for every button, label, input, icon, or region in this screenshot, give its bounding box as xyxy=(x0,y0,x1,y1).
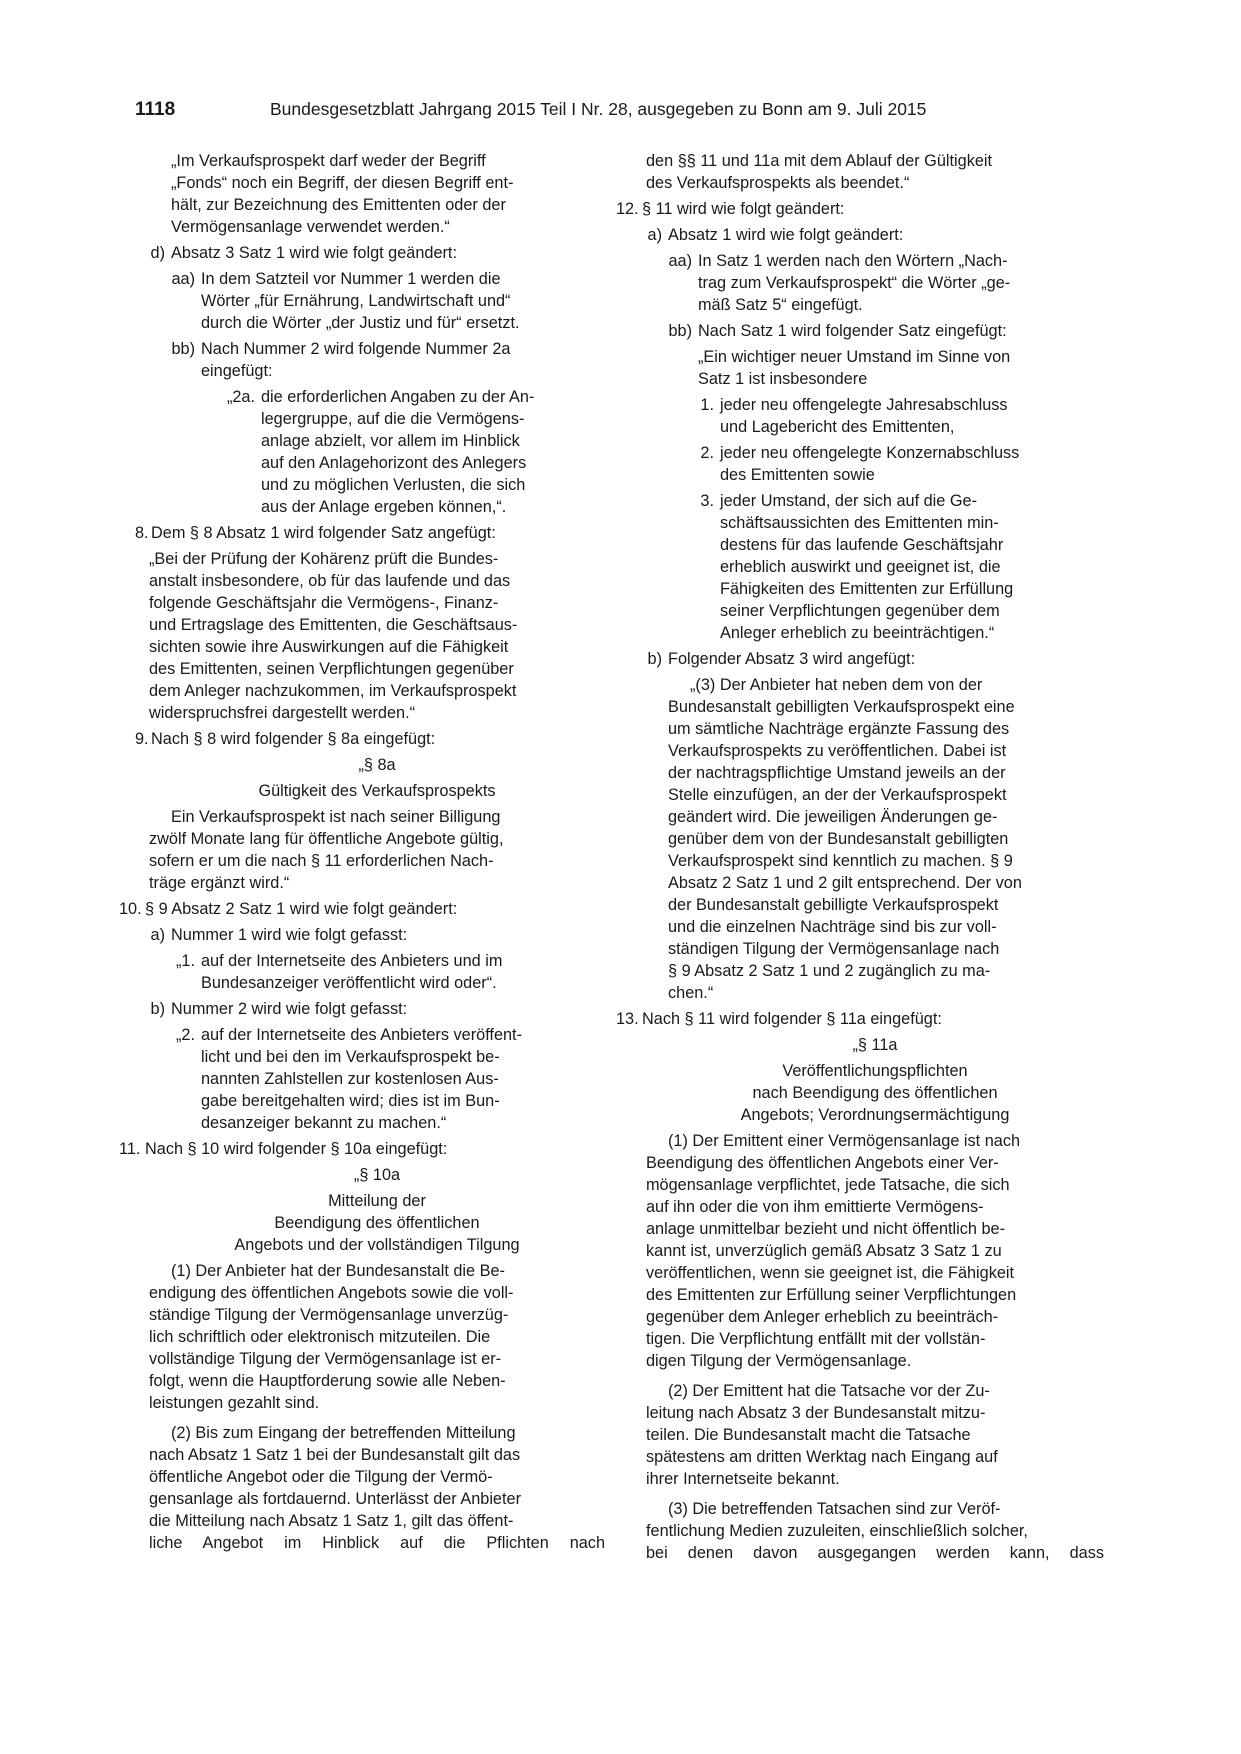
item-text: § 11 wird wie folgt geändert: xyxy=(642,200,845,218)
text-line: ständigen Tilgung der Vermögensanlage nach xyxy=(668,940,1000,958)
text-line: jeder neu offengelegte Jahresabschluss xyxy=(720,396,1008,414)
text-line: öffentliche Angebot oder die Tilgung der Vermö- xyxy=(149,1468,493,1486)
text-line: teilen. Die Bundesanstalt macht die Tatsache xyxy=(646,1426,971,1444)
text-line: leistungen gezahlt sind. xyxy=(149,1394,320,1412)
text-line: In Satz 1 werden nach den Wörtern „Nach- xyxy=(698,252,1008,270)
text-line: spätestens am dritten Werktag nach Eingang auf xyxy=(646,1448,998,1466)
item-text: Nach Satz 1 wird folgender Satz eingefügt: xyxy=(698,322,1007,340)
list-item-n2 xyxy=(698,442,1104,486)
item-label: 10. xyxy=(119,900,142,918)
text-line: auf den Anlagehorizont des Anlegers xyxy=(261,454,527,472)
text-line: legergruppe, auf die die Vermögens- xyxy=(261,410,525,428)
text-line: digen Tilgung der Vermögensanlage. xyxy=(646,1352,912,1370)
text-line: sichten sowie ihre Auswirkungen auf die Fähigkeit xyxy=(149,638,509,656)
text-line: „Fonds“ noch ein Begriff, der diesen Begriff ent- xyxy=(171,174,514,192)
text-line: Bundesanstalt gebilligten Verkaufsprospekt eine xyxy=(668,698,1015,716)
text-line: den §§ 11 und 11a mit dem Ablauf der Gültigkeit xyxy=(646,152,993,170)
item-text: Absatz 3 Satz 1 wird wie folgt geändert: xyxy=(171,244,457,262)
text-line: des Verkaufsprospekts als beendet.“ xyxy=(646,174,910,192)
text-line: gabe bereitgehalten wird; dies ist im Bun- xyxy=(201,1092,500,1110)
list-item-aa xyxy=(668,250,1104,316)
page-header xyxy=(135,99,1115,129)
section-title: nach Beendigung des öffentlichen xyxy=(752,1084,998,1102)
text-line: desanzeiger bekannt zu machen.“ xyxy=(201,1114,447,1132)
text-line: Anleger erheblich zu beeinträchtigen.“ xyxy=(720,624,995,642)
item-label: „2a. xyxy=(226,388,255,406)
text-line: ihrer Internetseite bekannt. xyxy=(646,1470,840,1488)
text-line: des Emittenten sowie xyxy=(720,466,875,484)
text-line: anstalt insbesondere, ob für das laufende und das xyxy=(149,572,511,590)
text-line: und die einzelnen Nachträge sind bis zur voll- xyxy=(668,918,997,936)
text-line: liche Angebot im Hinblick auf die Pflichten nach xyxy=(149,1534,605,1552)
text-line: fentlichung Medien zuzuleiten, einschließlich solcher, xyxy=(646,1522,1028,1540)
section-title: Veröffentlichungspflichten xyxy=(782,1062,968,1080)
text-line: gegenüber dem Anleger erheblich zu beeinträch- xyxy=(646,1308,999,1326)
text-line: jeder Umstand, der sich auf die Ge- xyxy=(720,492,978,510)
text-line: widerspruchsfrei dargestellt werden.“ xyxy=(149,704,416,722)
text-line: „(3) Der Anbieter hat neben dem von der xyxy=(690,676,983,694)
text-line: und zu möglichen Verlusten, die sich xyxy=(261,476,526,494)
text-line: genüber dem von der Bundesanstalt gebilligten xyxy=(668,830,1009,848)
item-label: 9. xyxy=(135,730,149,748)
text-line: licht und bei den im Verkaufsprospekt be- xyxy=(201,1048,500,1066)
text-line: (2) Bis zum Eingang der betreffenden Mitteilung xyxy=(171,1424,516,1442)
text-line: aus der Anlage ergeben können,“. xyxy=(261,498,507,516)
item-label: 12. xyxy=(616,200,639,218)
text-line: Wörter „für Ernährung, Landwirtschaft und“ xyxy=(201,292,511,310)
item-label: „1. xyxy=(175,952,195,970)
text-line: sofern er um die nach § 11 erforderlichen Nach- xyxy=(149,852,494,870)
text-line: anlage abzielt, vor allem im Hinblick xyxy=(261,432,520,450)
text-line: folgt, wenn die Hauptforderung sowie alle Neben- xyxy=(149,1372,506,1390)
list-item-8 xyxy=(135,522,605,544)
text-line: In dem Satzteil vor Nummer 1 werden die xyxy=(201,270,501,288)
text-line: trag zum Verkaufsprospekt“ die Wörter „ge- xyxy=(698,274,1011,292)
text-line: der Bundesanstalt gebilligte Verkaufsprospekt xyxy=(668,896,999,914)
item-label: 2. xyxy=(700,444,714,462)
item-text: Absatz 1 wird wie folgt geändert: xyxy=(668,226,904,244)
section-title: Mitteilung der xyxy=(328,1192,426,1210)
text-line: Verkaufsprospekts zu veröffentlichen. Dabei ist xyxy=(668,742,1007,760)
item-text: Nummer 2 wird wie folgt gefasst: xyxy=(171,1000,408,1018)
text-line: „Ein wichtiger neuer Umstand im Sinne von xyxy=(698,348,1011,366)
section-heading: „§ 10a xyxy=(353,1166,401,1184)
fonds-quote xyxy=(171,150,605,238)
list-item-bb xyxy=(668,320,1104,342)
right-column xyxy=(616,150,1104,1564)
text-line: jeder neu offengelegte Konzernabschluss xyxy=(720,444,1020,462)
text-line: schäftsaussichten des Emittenten min- xyxy=(720,514,999,532)
text-line: veröffentlichen, wenn sie geeignet ist, die Fähigkeit xyxy=(646,1264,1015,1282)
list-item-11 xyxy=(119,1138,605,1160)
text-line: tigen. Die Verpflichtung entfällt mit der vollstän- xyxy=(646,1330,986,1348)
text-line: und Lagebericht des Emittenten, xyxy=(720,418,955,436)
section-heading: „§ 8a xyxy=(358,756,396,774)
item-label: 13. xyxy=(616,1010,639,1028)
text-line: und Ertragslage des Emittenten, die Geschäftsaus- xyxy=(149,616,518,634)
list-item-12a xyxy=(644,224,1104,246)
item-text: Dem § 8 Absatz 1 wird folgender Satz angefügt: xyxy=(151,524,496,542)
text-line: Satz 1 ist insbesondere xyxy=(698,370,868,388)
text-line: Vermögensanlage verwendet werden.“ xyxy=(171,218,450,236)
list-item-10a xyxy=(147,924,605,946)
text-line: seiner Verpflichtungen gegenüber dem xyxy=(720,602,1000,620)
text-line: auf der Internetseite des Anbieters und im xyxy=(201,952,503,970)
list-item-n1 xyxy=(171,950,605,994)
text-line: Nach Nummer 2 wird folgende Nummer 2a xyxy=(201,340,511,358)
section-11a xyxy=(646,1034,1104,1564)
item-text: § 9 Absatz 2 Satz 1 wird wie folgt geändert: xyxy=(145,900,458,918)
item-label: b) xyxy=(647,650,662,668)
text-line: anlage unmittelbar bezieht und nicht öffentlich be- xyxy=(646,1220,1006,1238)
list-item-12b xyxy=(644,648,1104,670)
list-item-bb xyxy=(171,338,605,382)
text-line: geändert wird. Die jeweiligen Änderungen ge- xyxy=(668,808,998,826)
text-line: erheblich auswirkt und geeignet ist, die xyxy=(720,558,1001,576)
text-line: hält, zur Bezeichnung des Emittenten oder der xyxy=(171,196,506,214)
item-label: „2. xyxy=(175,1026,195,1044)
text-line: (2) Der Emittent hat die Tatsache vor der Zu- xyxy=(668,1382,990,1400)
text-line: chen.“ xyxy=(668,984,714,1002)
text-line: Ein Verkaufsprospekt ist nach seiner Billigung xyxy=(171,808,501,826)
item-label: a) xyxy=(150,926,165,944)
text-line: eingefügt: xyxy=(201,362,273,380)
quote-intro xyxy=(698,346,1104,390)
section-title: Gültigkeit des Verkaufsprospekts xyxy=(258,782,496,800)
text-line: Stelle einzufügen, an der der Verkaufsprospekt xyxy=(668,786,1007,804)
section-title: Angebots und der vollständigen Tilgung xyxy=(234,1236,520,1254)
text-line: auf ihn oder die von ihm emittierte Vermögens- xyxy=(646,1198,984,1216)
section-title: Angebots; Verordnungsermächtigung xyxy=(740,1106,1010,1124)
item-label: 1. xyxy=(700,396,714,414)
header-title: Bundesgesetzblatt Jahrgang 2015 Teil I Nr. 28, ausgegeben zu Bonn am 9. Juli 2015 xyxy=(270,99,927,119)
list-item-13 xyxy=(616,1008,1104,1030)
item-label: 8. xyxy=(135,524,149,542)
item-label: bb) xyxy=(171,340,195,358)
text-line: nannten Zahlstellen zur kostenlosen Aus- xyxy=(201,1070,499,1088)
text-line: kannt ist, unverzüglich gemäß Absatz 3 Satz 1 zu xyxy=(646,1242,1002,1260)
text-line: des Emittenten zur Erfüllung seiner Verpflichtungen xyxy=(646,1286,1017,1304)
text-line: mögensanlage verpflichtet, jede Tatsache, die sich xyxy=(646,1176,1010,1194)
absatz-3 xyxy=(668,674,1104,1004)
text-line: Beendigung des öffentlichen Angebots einer Ver- xyxy=(646,1154,999,1172)
text-line: (1) Der Emittent einer Vermögensanlage ist nach xyxy=(668,1132,1021,1150)
item-text: Nach § 11 wird folgender § 11a eingefügt: xyxy=(642,1010,942,1028)
item-label: 11. xyxy=(119,1140,141,1158)
item-text: Nach § 10 wird folgender § 10a eingefügt: xyxy=(145,1140,448,1158)
item-label: aa) xyxy=(668,252,692,270)
text-line: des Emittenten, seinen Verpflichtungen gegenüber xyxy=(149,660,514,678)
list-item-n1 xyxy=(698,394,1104,438)
section-heading: „§ 11a xyxy=(852,1036,898,1054)
text-line: § 9 Absatz 2 Satz 1 und 2 zugänglich zu ma- xyxy=(668,962,991,980)
item-text: Nach § 8 wird folgender § 8a eingefügt: xyxy=(151,730,436,748)
list-item-10 xyxy=(119,898,605,920)
text-line: destens für das laufende Geschäftsjahr xyxy=(720,536,1004,554)
item-label: aa) xyxy=(171,270,195,288)
section-10a xyxy=(149,1164,605,1554)
item-text: Folgender Absatz 3 wird angefügt: xyxy=(668,650,916,668)
text-line: nach Absatz 1 Satz 1 bei der Bundesanstalt gilt das xyxy=(149,1446,521,1464)
text-line: vollständige Tilgung der Vermögensanlage ist er- xyxy=(149,1350,502,1368)
page-number: 1118 xyxy=(135,99,176,120)
section-title: Beendigung des öffentlichen xyxy=(274,1214,480,1232)
item-label: a) xyxy=(647,226,662,244)
text-line: auf der Internetseite des Anbieters veröffent- xyxy=(201,1026,522,1044)
text-line: dem Anleger nachzukommen, im Verkaufsprospekt xyxy=(149,682,517,700)
item-8-quote xyxy=(149,548,605,724)
text-line: ständige Tilgung der Vermögensanlage unverzüg- xyxy=(149,1306,509,1324)
text-line: Fähigkeiten des Emittenten zur Erfüllung xyxy=(720,580,1014,598)
text-line: Verkaufsprospekt sind kenntlich zu machen. § 9 xyxy=(668,852,1013,870)
text-line: der nachtragspflichtige Umstand jeweils an der xyxy=(668,764,1006,782)
text-line: „Im Verkaufsprospekt darf weder der Begriff xyxy=(171,152,486,170)
text-line: endigung des öffentlichen Angebots sowie die voll- xyxy=(149,1284,514,1302)
text-line: (1) Der Anbieter hat der Bundesanstalt die Be- xyxy=(171,1262,505,1280)
text-line: Absatz 2 Satz 1 und 2 gilt entsprechend. Der von xyxy=(668,874,1022,892)
text-line: die Mitteilung nach Absatz 1 Satz 1, gilt das öffent- xyxy=(149,1512,514,1530)
item-label: bb) xyxy=(668,322,692,340)
text-line: folgende Geschäftsjahr die Vermögens-, Finanz- xyxy=(149,594,499,612)
list-item-aa xyxy=(171,268,605,334)
item-label: 3. xyxy=(700,492,714,510)
text-line: leitung nach Absatz 3 der Bundesanstalt mitzu- xyxy=(646,1404,986,1422)
text-line: lich schriftlich oder elektronisch mitzuteilen. Die xyxy=(149,1328,491,1346)
text-line: um sämtliche Nachträge ergänzte Fassung des xyxy=(668,720,1010,738)
text-line: (3) Die betreffenden Tatsachen sind zur Veröf- xyxy=(668,1500,1001,1518)
list-item-10b xyxy=(147,998,605,1020)
item-label: d) xyxy=(150,244,165,262)
list-item-n3 xyxy=(698,490,1104,644)
continuation-text xyxy=(646,150,1104,194)
text-line: mäß Satz 5“ eingefügt. xyxy=(698,296,863,314)
list-item-n2 xyxy=(171,1024,605,1134)
text-line: zwölf Monate lang für öffentliche Angebote gültig, xyxy=(149,830,504,848)
list-item-d xyxy=(147,242,605,264)
left-column xyxy=(119,150,605,1554)
list-item-12 xyxy=(616,198,1104,220)
text-line: die erforderlichen Angaben zu der An- xyxy=(261,388,535,406)
item-label: b) xyxy=(150,1000,165,1018)
text-line: durch die Wörter „der Justiz und für“ ersetzt. xyxy=(201,314,520,332)
item-text: Nummer 1 wird wie folgt gefasst: xyxy=(171,926,408,944)
text-line: träge ergänzt wird.“ xyxy=(149,874,290,892)
list-item-2a xyxy=(225,386,605,518)
text-line: bei denen davon ausgegangen werden kann, dass xyxy=(646,1544,1104,1562)
list-item-9 xyxy=(135,728,605,750)
text-line: „Bei der Prüfung der Kohärenz prüft die Bundes- xyxy=(149,550,499,568)
text-line: gensanlage als fortdauernd. Unterlässt der Anbieter xyxy=(149,1490,521,1508)
text-line: Bundesanzeiger veröffentlicht wird oder“. xyxy=(201,974,497,992)
section-8a xyxy=(149,754,605,894)
